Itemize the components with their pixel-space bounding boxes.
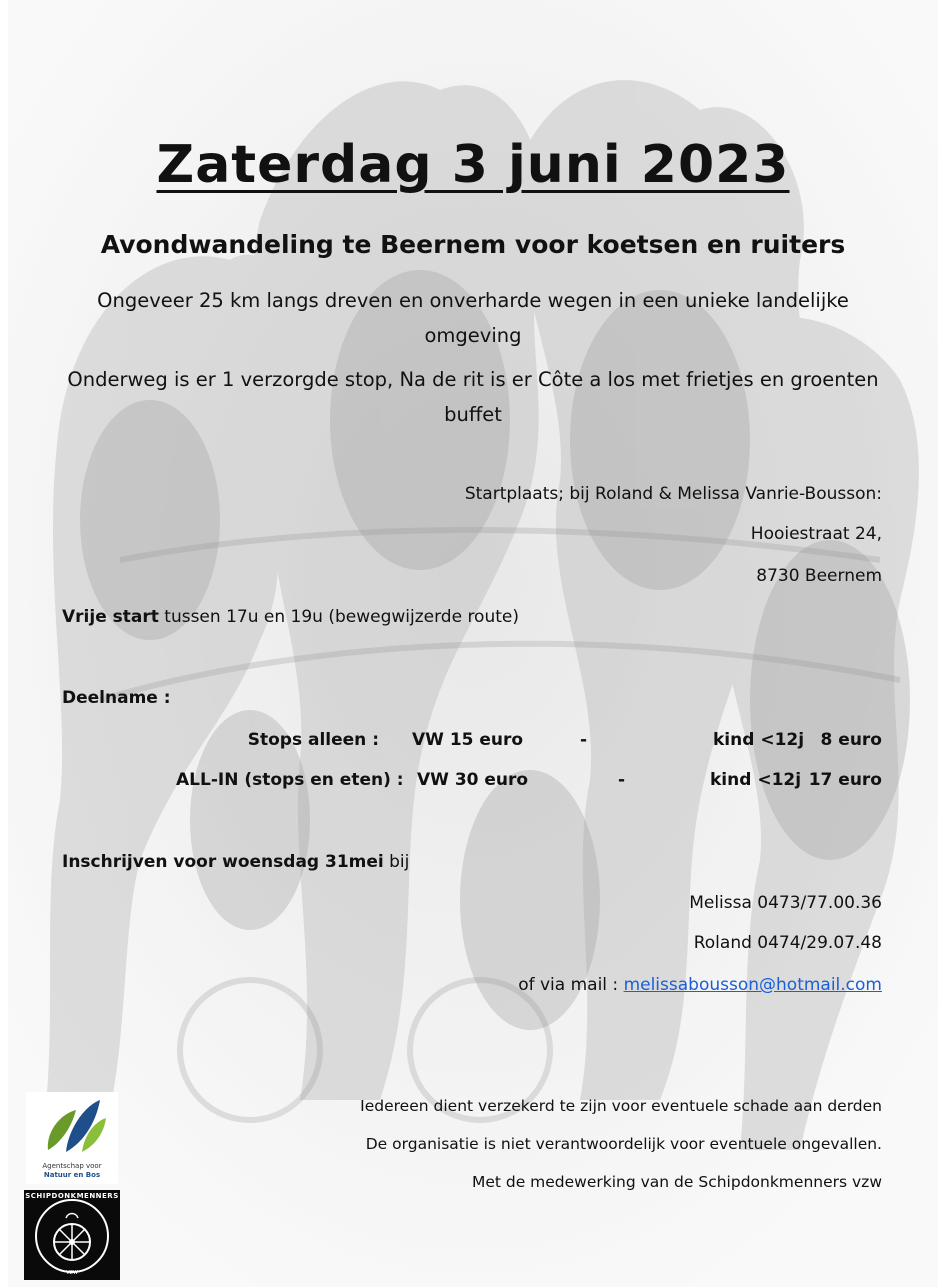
price-row-1-adult: VW 15 euro xyxy=(412,730,524,750)
anb-leaves-icon xyxy=(26,1092,118,1158)
price-row-2-child-label: kind <12j xyxy=(710,770,802,790)
register-label: Inschrijven voor woensdag 31mei xyxy=(62,852,384,872)
price-row-1-child-label: kind <12j xyxy=(713,730,805,750)
price-row-2-dash: - xyxy=(618,770,626,790)
footer-cooperation: Met de medewerking van de Schipdonkmenners vzw xyxy=(471,1173,882,1191)
price-row-2-name: ALL-IN (stops en eten) : xyxy=(176,770,404,790)
schipdonkmenners-logo xyxy=(24,1190,120,1280)
free-start-label: Vrije start xyxy=(62,607,159,627)
price-row-1-name: Stops alleen : xyxy=(247,730,379,750)
free-start-line xyxy=(62,607,519,627)
mail-prefix: of via mail : xyxy=(518,975,619,995)
anb-logo-line2: Natuur en Bos xyxy=(43,1171,101,1179)
page-title xyxy=(0,135,946,195)
start-city: 8730 Beernem xyxy=(756,566,882,586)
page-title-text: Zaterdag 3 juni 2023 xyxy=(156,135,790,195)
anb-logo-line1: Agentschap voor xyxy=(42,1162,102,1170)
start-street: Hooiestraat 24, xyxy=(750,524,882,544)
price-row-1-child-price: 8 euro xyxy=(820,730,882,750)
price-row-1-dash: - xyxy=(580,730,588,750)
participation-label: Deelname : xyxy=(62,688,171,708)
anb-logo xyxy=(26,1092,118,1184)
start-place: Startplaats; bij Roland & Melissa Vanrie-Bousson: xyxy=(464,484,882,504)
footer-liability: De organisatie is niet verantwoordelijk voor eventuele ongevallen. xyxy=(365,1135,882,1153)
register-suffix: bij xyxy=(389,852,410,872)
schipdonkmenners-vzw: VZW xyxy=(66,1270,78,1276)
mail-line xyxy=(518,975,882,995)
free-start-text: tussen 17u en 19u (bewegwijzerde route) xyxy=(164,607,519,627)
email-link[interactable]: melissabousson@hotmail.com xyxy=(623,975,882,995)
description-stop: Onderweg is er 1 verzorgde stop, Na de rit is er Côte a los met frietjes en groenten buffet xyxy=(67,368,879,426)
register-line xyxy=(62,852,409,872)
price-row-2-child-price: 17 euro xyxy=(808,770,882,790)
price-row-2-adult: VW 30 euro xyxy=(417,770,529,790)
contact-melissa: Melissa 0473/77.00.36 xyxy=(689,893,882,913)
contact-roland: Roland 0474/29.07.48 xyxy=(693,933,882,953)
footer-insurance: Iedereen dient verzekerd te zijn voor eventuele schade aan derden xyxy=(360,1097,882,1115)
schipdonkmenners-name: SCHIPDONKMENNERS xyxy=(25,1192,119,1200)
event-subtitle: Avondwandeling te Beernem voor koetsen en ruiters xyxy=(100,230,846,259)
wheel-icon xyxy=(24,1190,120,1280)
description-route: Ongeveer 25 km langs dreven en onverharde wegen in een unieke landelijke omgeving xyxy=(97,289,849,347)
